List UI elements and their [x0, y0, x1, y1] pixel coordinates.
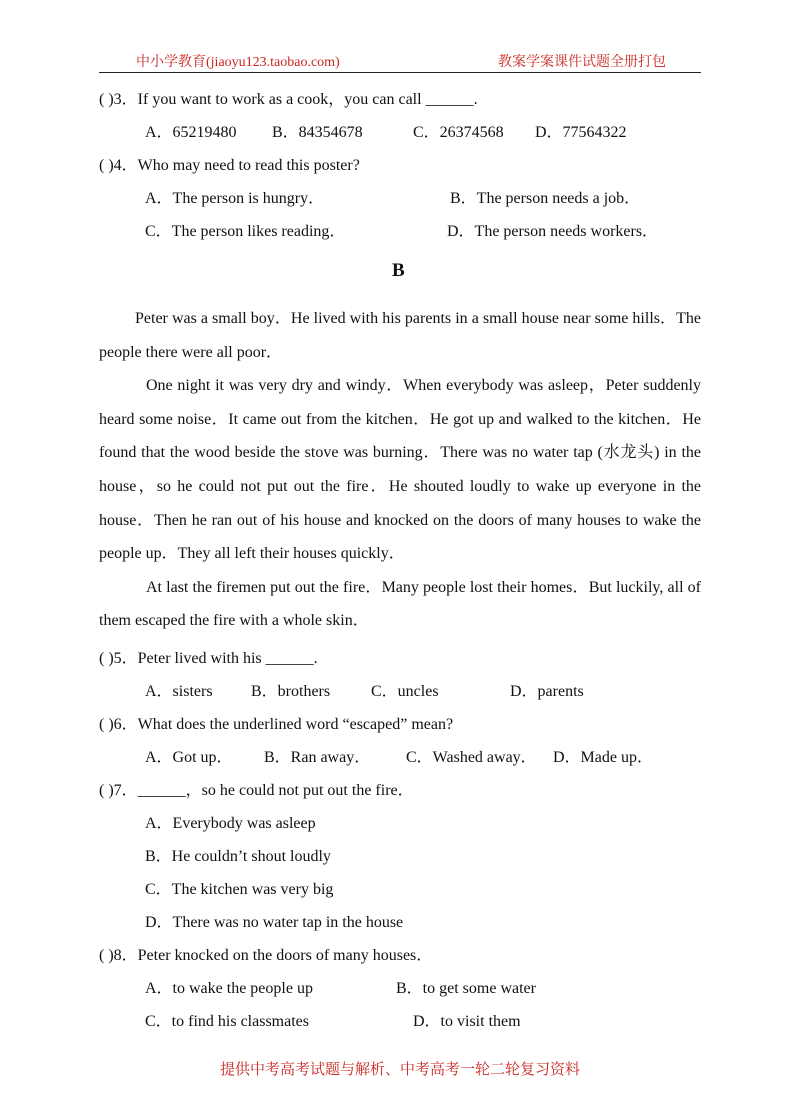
question-8-option-c: C．to find his classmates — [145, 1013, 309, 1030]
page-header — [99, 50, 701, 73]
question-3-option-c: C．26374568 — [413, 124, 504, 141]
question-4-option-b: B．The person needs a job． — [450, 190, 641, 207]
question-3-option-a: A．65219480 — [145, 124, 237, 141]
passage — [99, 302, 701, 638]
question-7-option-c: C．The kitchen was very big — [145, 881, 334, 898]
question-5-option-d: D．parents — [510, 683, 584, 700]
question-6-stem: ( )6．What does the underlined word “escaped” mean? — [99, 716, 454, 733]
question-6-option-d: D．Made up． — [553, 749, 653, 766]
passage-paragraph-2: One night it was very dry and windy．When everybody was asleep，Peter suddenly heard some noise．It came out from the kitchen．He got up and walked to the kitchen．He found that the wood beside the stove was burning．There was no water tap (水龙头) in the house，so he could not put out the fire．He shouted loudly to wake up everyone in the house．Then he ran out of his house and knocked on the doors of many houses to wake the people up．They all left their houses quickly． — [99, 377, 701, 563]
question-6-option-c: C．Washed away． — [406, 749, 537, 766]
question-5-option-a: A．sisters — [145, 683, 213, 700]
question-4-stem: ( )4．Who may need to read this poster? — [99, 157, 360, 174]
question-5-option-c: C．uncles — [371, 683, 439, 700]
question-7-stem: ( )7．______，so he could not put out the fire． — [99, 782, 414, 799]
question-8-option-a: A．to wake the people up — [145, 980, 313, 997]
question-7-option-a: A．Everybody was asleep — [145, 815, 316, 832]
passage-paragraph-3: At last the firemen put out the fire．Many people lost their homes．But luckily, all of them escaped the fire with a whole skin． — [99, 578, 701, 630]
question-8-stem: ( )8．Peter knocked on the doors of many houses． — [99, 947, 433, 964]
question-5-stem: ( )5．Peter lived with his ______. — [99, 650, 318, 667]
page-footer: 提供中考高考试题与解析、中考高考一轮二轮复习资料 — [219, 1062, 580, 1078]
question-4-option-c: C．The person likes reading． — [145, 223, 346, 240]
question-4-option-d: D．The person needs workers． — [447, 223, 659, 240]
question-3-stem: ( )3．If you want to work as a cook，you can call ______. — [99, 91, 478, 108]
question-3-option-d: D．77564322 — [535, 124, 627, 141]
question-8-option-b: B．to get some water — [396, 980, 536, 997]
question-4-option-a: A．The person is hungry． — [145, 190, 325, 207]
question-7-option-d: D．There was no water tap in the house — [145, 914, 404, 931]
question-8-option-d: D．to visit them — [413, 1013, 521, 1030]
question-5-option-b: B．brothers — [251, 683, 331, 700]
header-right-text: 教案学案课件试题全册打包 — [498, 55, 666, 70]
question-3-option-b: B．84354678 — [272, 124, 363, 141]
question-6-option-b: B．Ran away． — [264, 749, 371, 766]
header-left-text: 中小学教育(jiaoyu123.taobao.com) — [136, 55, 340, 70]
question-7-option-b: B．He couldn’t shout loudly — [145, 848, 331, 865]
passage-paragraph-1: Peter was a small boy．He lived with his parents in a small house near some hills．The people there were all poor． — [99, 310, 701, 361]
section-b-title: B — [392, 260, 405, 281]
question-6-option-a: A．Got up． — [145, 749, 233, 766]
